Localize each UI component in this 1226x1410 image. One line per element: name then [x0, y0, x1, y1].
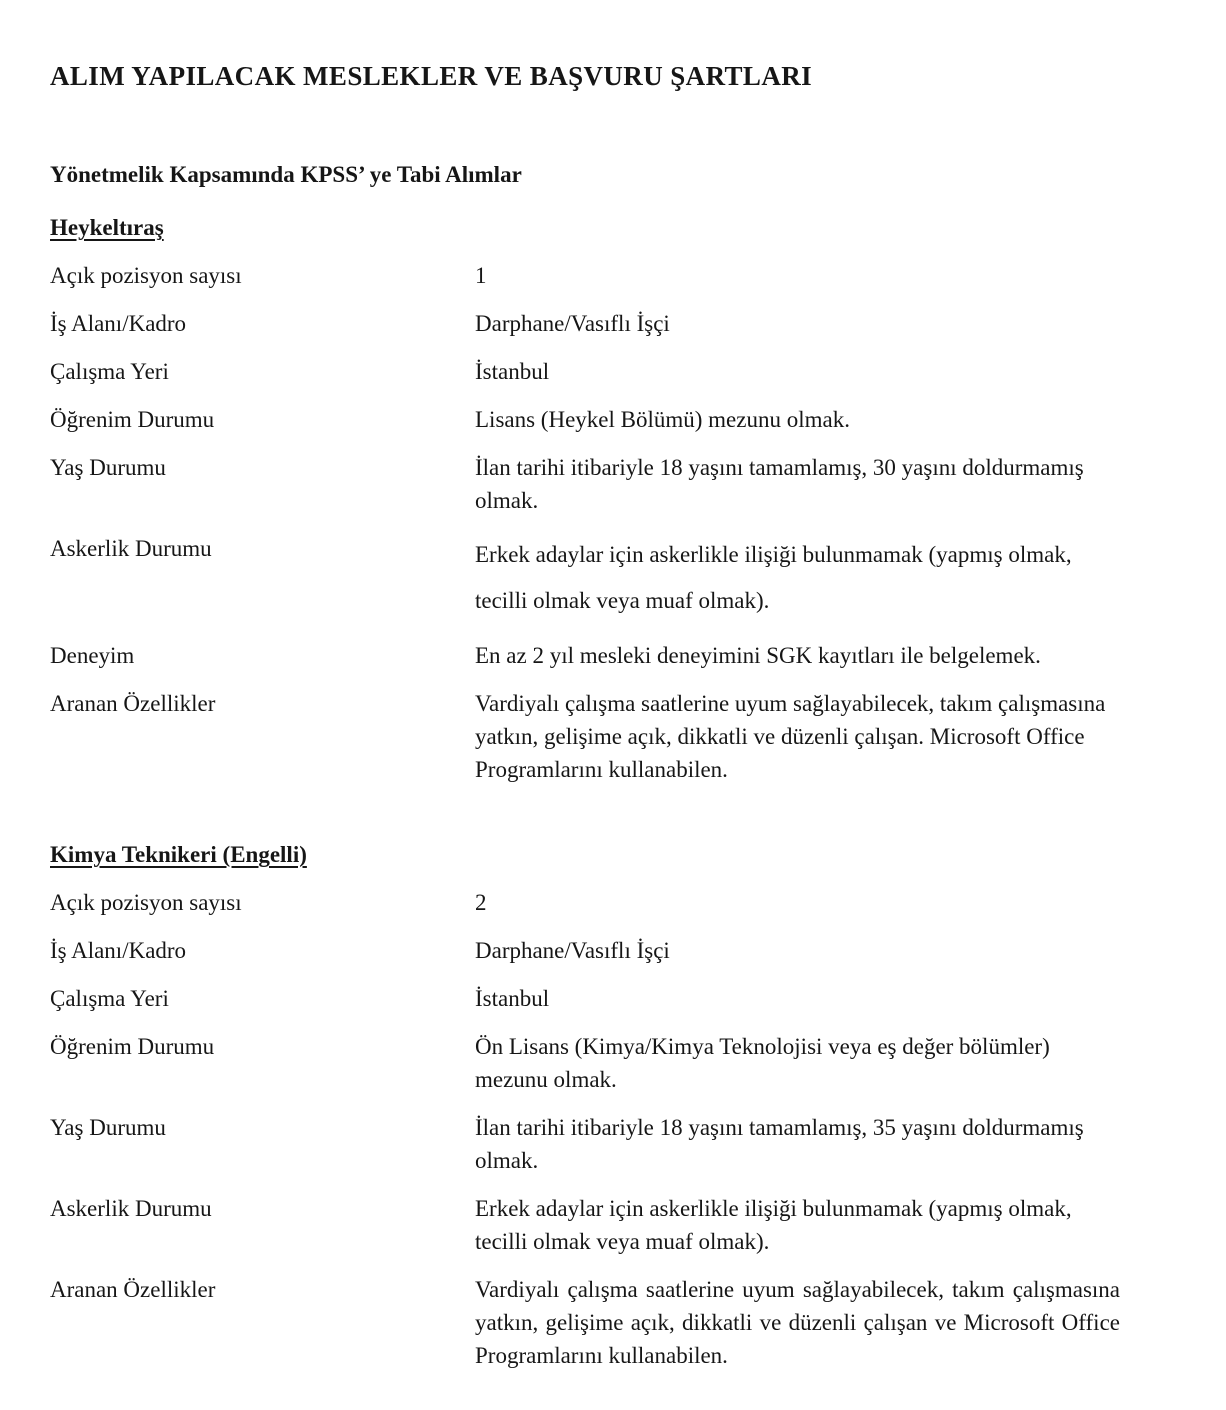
spec-row-education [50, 1030, 1156, 1096]
spec-label: Yaş Durumu [50, 455, 166, 480]
spec-row-desired-qualities [50, 687, 1156, 786]
spec-value: Vardiyalı çalışma saatlerine uyum sağlayabilecek, takım çalışmasına yatkın, gelişime açık, dikkatli ve düzenli çalışan. Microsoft Office Programlarını kullanabilen. [475, 691, 1106, 782]
spec-label: Aranan Özellikler [50, 691, 216, 716]
section-heading-kimya-teknikeri: Kimya Teknikeri (Engelli) [50, 842, 307, 867]
spec-value: En az 2 yıl mesleki deneyimini SGK kayıtları ile belgelemek. [475, 643, 1041, 668]
spec-row-military [50, 532, 1156, 624]
spec-label: Çalışma Yeri [50, 986, 169, 1011]
spec-label: Askerlik Durumu [50, 1196, 212, 1221]
spec-value: Darphane/Vasıflı İşçi [475, 938, 670, 963]
spec-label: Yaş Durumu [50, 1115, 166, 1140]
spec-row-age [50, 1111, 1156, 1177]
spec-value: 2 [475, 890, 487, 915]
spec-value: İlan tarihi itibariyle 18 yaşını tamamlamış, 30 yaşını doldurmamış olmak. [475, 455, 1084, 513]
spec-value: İlan tarihi itibariyle 18 yaşını tamamlamış, 35 yaşını doldurmamış olmak. [475, 1115, 1084, 1173]
spec-label: Çalışma Yeri [50, 359, 169, 384]
spec-label: Aranan Özellikler [50, 1277, 216, 1302]
spec-label: Açık pozisyon sayısı [50, 890, 242, 915]
spec-value: İstanbul [475, 986, 550, 1011]
spec-label: İş Alanı/Kadro [50, 311, 187, 336]
spec-label: İş Alanı/Kadro [50, 938, 187, 963]
job-section-heykeltiras [50, 211, 1156, 786]
spec-value: Vardiyalı çalışma saatlerine uyum sağlayabilecek, takım çalışmasına yatkın, gelişime açık, dikkatli ve düzenli çalışan ve Microsoft Office Programlarını kullanabilen. [475, 1277, 1120, 1368]
spec-row-open-positions [50, 259, 1156, 292]
job-section-kimya-teknikeri [50, 838, 1156, 1372]
spec-row-desired-qualities [50, 1273, 1156, 1372]
spec-label: Açık pozisyon sayısı [50, 263, 242, 288]
section-heading-heykeltiras: Heykeltıraş [50, 215, 164, 240]
spec-value: İstanbul [475, 359, 550, 384]
spec-value: 1 [475, 263, 487, 288]
document-title: ALIM YAPILACAK MESLEKLER VE BAŞVURU ŞARTLARI [50, 61, 813, 91]
spec-value: Lisans (Heykel Bölümü) mezunu olmak. [475, 407, 850, 432]
spec-row-education [50, 403, 1156, 436]
spec-row-job-area [50, 307, 1156, 340]
spec-row-age [50, 451, 1156, 517]
spec-value: Erkek adaylar için askerlikle ilişiği bulunmamak (yapmış olmak, tecilli olmak veya muaf olmak). [475, 1196, 1072, 1254]
spec-row-job-area [50, 934, 1156, 967]
document-subtitle: Yönetmelik Kapsamında KPSS’ ye Tabi Alımlar [50, 162, 522, 187]
spec-value: Ön Lisans (Kimya/Kimya Teknolojisi veya eş değer bölümler) mezunu olmak. [475, 1034, 1050, 1092]
spec-value: Darphane/Vasıflı İşçi [475, 311, 670, 336]
spec-row-military [50, 1192, 1156, 1258]
spec-row-open-positions [50, 886, 1156, 919]
spec-label: Öğrenim Durumu [50, 407, 215, 432]
spec-row-work-location [50, 982, 1156, 1015]
spec-label: Askerlik Durumu [50, 536, 212, 561]
spec-row-work-location [50, 355, 1156, 388]
spec-row-experience [50, 639, 1156, 672]
spec-label: Öğrenim Durumu [50, 1034, 215, 1059]
spec-value: Erkek adaylar için askerlikle ilişiği bulunmamak (yapmış olmak, tecilli olmak veya muaf olmak). [475, 542, 1072, 613]
spec-label: Deneyim [50, 643, 135, 668]
